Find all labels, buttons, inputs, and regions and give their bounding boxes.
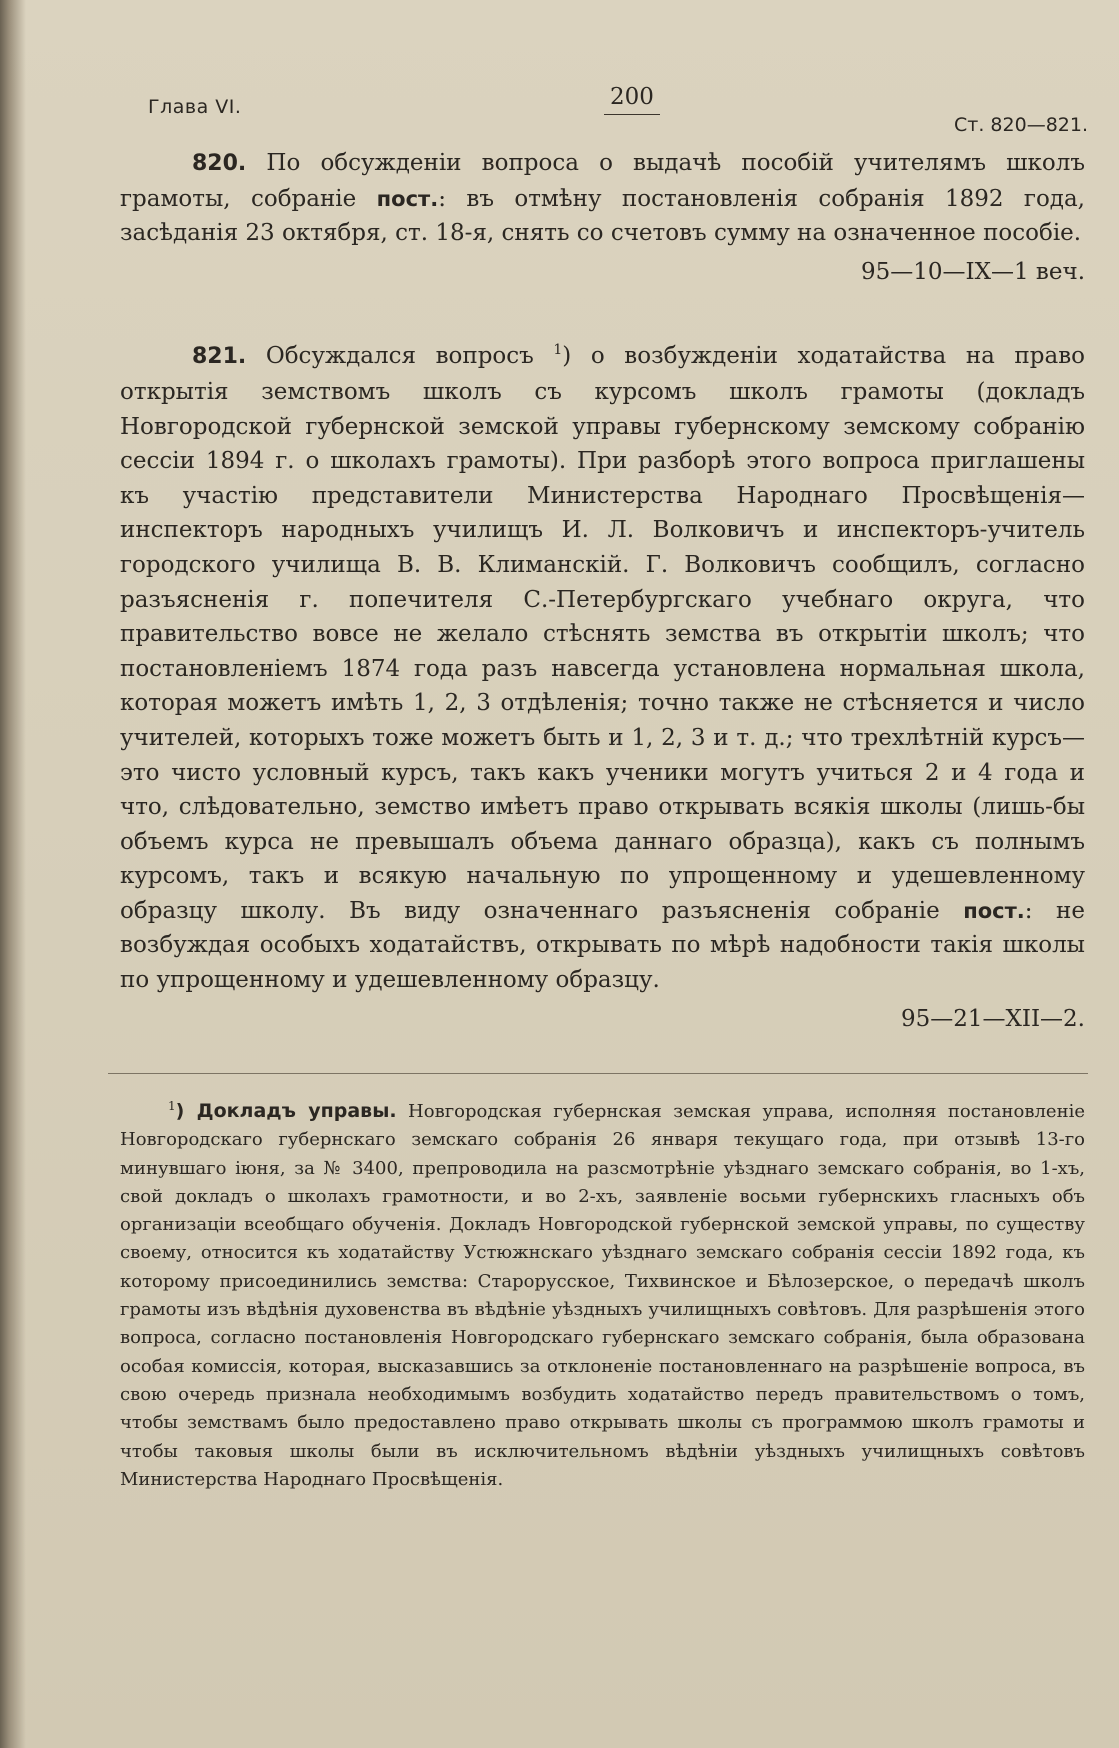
page-number: 200 [604,84,660,115]
article-number-820: 820. [192,151,247,176]
footnote-text: Новгородская губернская земская управа, исполняя постановленіе Новгородскаго губернскаго земскаго собранія 26 января текущаго года, при отзывѣ 13-го минувшаго іюня, за № 3400, препроводила на разсмотрѣніе уѣзднаго земскаго собранія, во 1-хъ, свой докладъ о школахъ грамотности, и во 2-хъ, заявленіе восьми губернскихъ гласныхъ объ организаціи всеобщаго обученія. Докладъ Новгородской губернской земской управы, по существу своему, относится къ ходатайству Устюжнскаго уѣзднаго земскаго собранія сессіи 1892 года, къ которому присоединились земства: Старорусское, Тихвинское и Бѣлозерское, о передачѣ школъ грамоты изъ вѣдѣнія духовенства въ вѣдѣніе уѣздныхъ училищныхъ совѣтовъ. Для разрѣшенія этого вопроса, согласно постановленія Новгородскаго губернскаго земскаго собранія, была образована особая комиссія, которая, высказавшись за отклоненіе постановленнаго на разрѣшеніе вопроса, въ свою очередь признала необходимымъ возбудить ходатайство передъ правительствомъ о томъ, чтобы земствамъ было предоставлено право открывать школы съ программою школъ грамоты и чтобы таковыя школы были въ исключительномъ вѣдѣніи уѣздныхъ училищныхъ совѣтовъ Министерства Народнаго Просвѣщенія. [120,1101,1085,1490]
paragraph-820 [120,146,1085,289]
resolution-abbrev: пост. [963,898,1025,923]
paragraph-821 [120,333,1085,1036]
paragraph-821-text-2: ) о возбужденіи ходатайства на право открытія земствомъ школъ съ курсомъ школъ грамоты (докладъ Новгородской губернской земской управы губернскому земскому собранію сессіи 1894 г. о школахъ грамоты). При разборѣ этого вопроса приглашены къ участію представители Министерства Народнаго Просвѣщенія—инспекторъ народныхъ училищъ И. Л. Волковичъ и инспекторъ-учитель городского училища В. В. Климанскій. Г. Волковичъ сообщилъ, согласно разъясненія г. попечителя С.-Петербургскаго учебнаго округа, что правительство вовсе не желало стѣснять земства въ открытіи школъ; что постановленіемъ 1874 года разъ навсегда установлена нормальная школа, которая можетъ имѣть 1, 2, 3 отдѣленія; точно также не стѣсняется и число учителей, которыхъ тоже можетъ быть и 1, 2, 3 и т. д.; что трехлѣтній курсъ—это чисто условный курсъ, такъ какъ ученики могутъ учиться 2 и 4 года и что, слѣдовательно, земство имѣетъ право открывать всякія школы (лишь-бы объемъ курса не превышалъ объема даннаго образца), какъ съ полнымъ курсомъ, такъ и всякую начальную по упрощенному и удешевленному образцу школу. Въ виду означеннаго разъясненія собраніе [120,343,1085,924]
article-number-821: 821. [192,344,247,370]
paragraph-821-text-1: Обсуждался вопросъ [246,343,554,370]
paragraph-821-text-3: : не возбуждая особыхъ ходатайствъ, открывать по мѣрѣ надобности такія школы по упрощенному и удешевленному образцу. [120,897,1085,994]
footnote-paragraph [120,1092,1085,1494]
session-reference-821: 95—21—XII—2. [900,1005,1085,1032]
footnote [120,1092,1085,1494]
paragraph-820-text-2: : въ отмѣну постановленія собранія 1892 года, засѣданія 23 октября, ст. 18-я, снять со счетовъ сумму на означенное пособіе. [120,185,1085,247]
spine-shadow [0,0,26,1748]
article-range: Ст. 820—821. [954,114,1088,136]
footnote-heading: ) Докладъ управы. [175,1100,397,1122]
paragraph-820-text-1: По обсужденіи вопроса о выдачѣ пособій учителямъ школъ грамоты, собраніе [120,150,1085,212]
footnote-number: 1 [168,1099,176,1113]
resolution-abbrev: пост. [376,186,439,211]
session-reference-820: 95—10—IX—1 веч. [860,258,1085,285]
footnote-divider [108,1073,1088,1074]
running-header [148,84,1088,134]
main-text [120,146,1085,1036]
footnote-mark: 1 [553,342,563,359]
chapter-label: Глава VI. [148,96,242,118]
